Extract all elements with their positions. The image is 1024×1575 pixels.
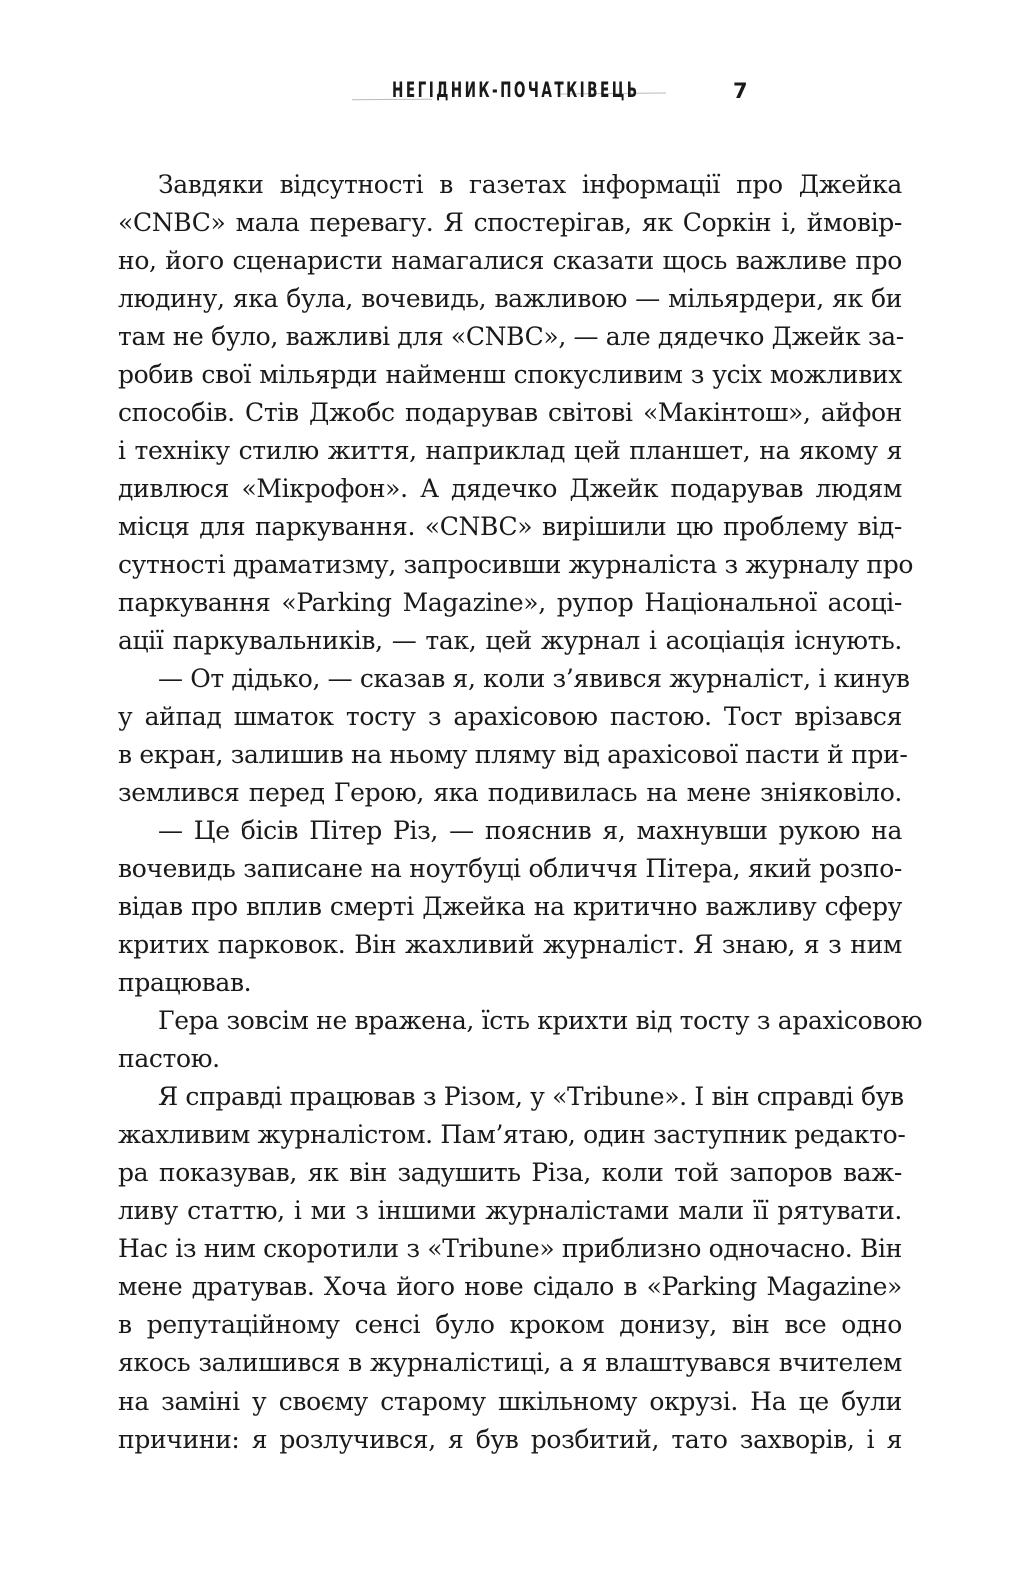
text-line: місця для паркування. «CNBC» вирішили цю проблему від- — [118, 512, 902, 542]
text-line: Я справді працював з Різом, у «Tribune». І він справді був — [158, 1082, 904, 1112]
text-line: паркування «Parking Magazine», рупор Національної асоці- — [118, 588, 902, 618]
text-line: — От дідько, — сказав я, коли з’явився журналіст, і кинув — [158, 664, 910, 694]
text-line: ливу статтю, і ми з іншими журналістами мали її рятувати. — [118, 1196, 902, 1226]
text-line: і техніку стилю життя, наприклад цей планшет, на якому я — [118, 436, 902, 466]
text-line: Завдяки відсутності в газетах інформації про Джейка — [158, 170, 902, 199]
text-line: ації паркувальників, — так, цей журнал і асоціація існують. — [118, 626, 902, 656]
text-line: причини: я розлучився, я був розбитий, тато захворів, і я — [118, 1424, 902, 1454]
text-line: робив свої мільярди найменш спокусливим з усіх можливих — [118, 360, 902, 390]
page-number: 7 — [733, 79, 748, 103]
text-line: у айпад шматок тосту з арахісовою пастою. Тост врізався — [118, 702, 902, 732]
text-line: ра показував, як він задушить Різа, коли той запоров важ- — [118, 1158, 902, 1188]
text-line: сутності драматизму, запросивши журналіста з журналу про — [118, 550, 914, 580]
text-line: на заміні у своєму старому шкільному окрузі. На це були — [118, 1386, 902, 1416]
text-line: Нас із ним скоротили з «Tribune» приблизно одночасно. Він — [118, 1234, 902, 1264]
body-text — [118, 166, 923, 1459]
text-line: якось залишився в журналістиці, а я влаштувався вчителем — [118, 1348, 902, 1378]
text-line: людину, яка була, вочевидь, важливою — мільярдери, як би — [118, 284, 902, 314]
text-line: но, його сценаристи намагалися сказати щось важливе про — [118, 246, 902, 276]
text-line: відав про вплив смерті Джейка на критично важливу сферу — [118, 892, 902, 922]
text-line: — Це бісів Пітер Різ, — пояснив я, махнувши рукою на — [158, 816, 902, 846]
text-line: працював. — [118, 968, 252, 998]
running-title: НЕГІДНИК-ПОЧАТКІВЕЦЬ — [392, 78, 640, 102]
text-line: землився перед Герою, яка подивилась на мене зніяковіло. — [118, 778, 902, 808]
text-line: Гера зовсім не вражена, їсть крихти від тосту з арахісовою — [158, 1006, 923, 1036]
text-line: способів. Стів Джобс подарував світові «Макінтош», айфон — [118, 398, 902, 428]
text-line: критих парковок. Він жахливий журналіст. Я знаю, я з ним — [118, 930, 902, 960]
text-line: там не було, важливі для «CNBC», — але дядечко Джейк за- — [118, 322, 904, 352]
text-line: «CNBC» мала перевагу. Я спостерігав, як Соркін і, ймовір- — [118, 208, 902, 238]
text-line: жахливим журналістом. Пам’ятаю, один заступник редакто- — [118, 1120, 906, 1150]
text-line: мене дратував. Хоча його нове сідало в «Parking Magazine» — [118, 1272, 902, 1302]
text-line: дивлюся «Мікрофон». А дядечко Джейк подарував людям — [118, 474, 902, 504]
text-line: вочевидь записане на ноутбуці обличчя Пітера, який розпо- — [118, 854, 902, 884]
running-header — [0, 78, 1024, 108]
text-line: в репутаційному сенсі було кроком донизу, він все одно — [118, 1310, 902, 1340]
text-line: в екран, залишив на ньому пляму від арахісової пасти й при- — [118, 740, 908, 770]
text-line: пастою. — [118, 1044, 220, 1074]
